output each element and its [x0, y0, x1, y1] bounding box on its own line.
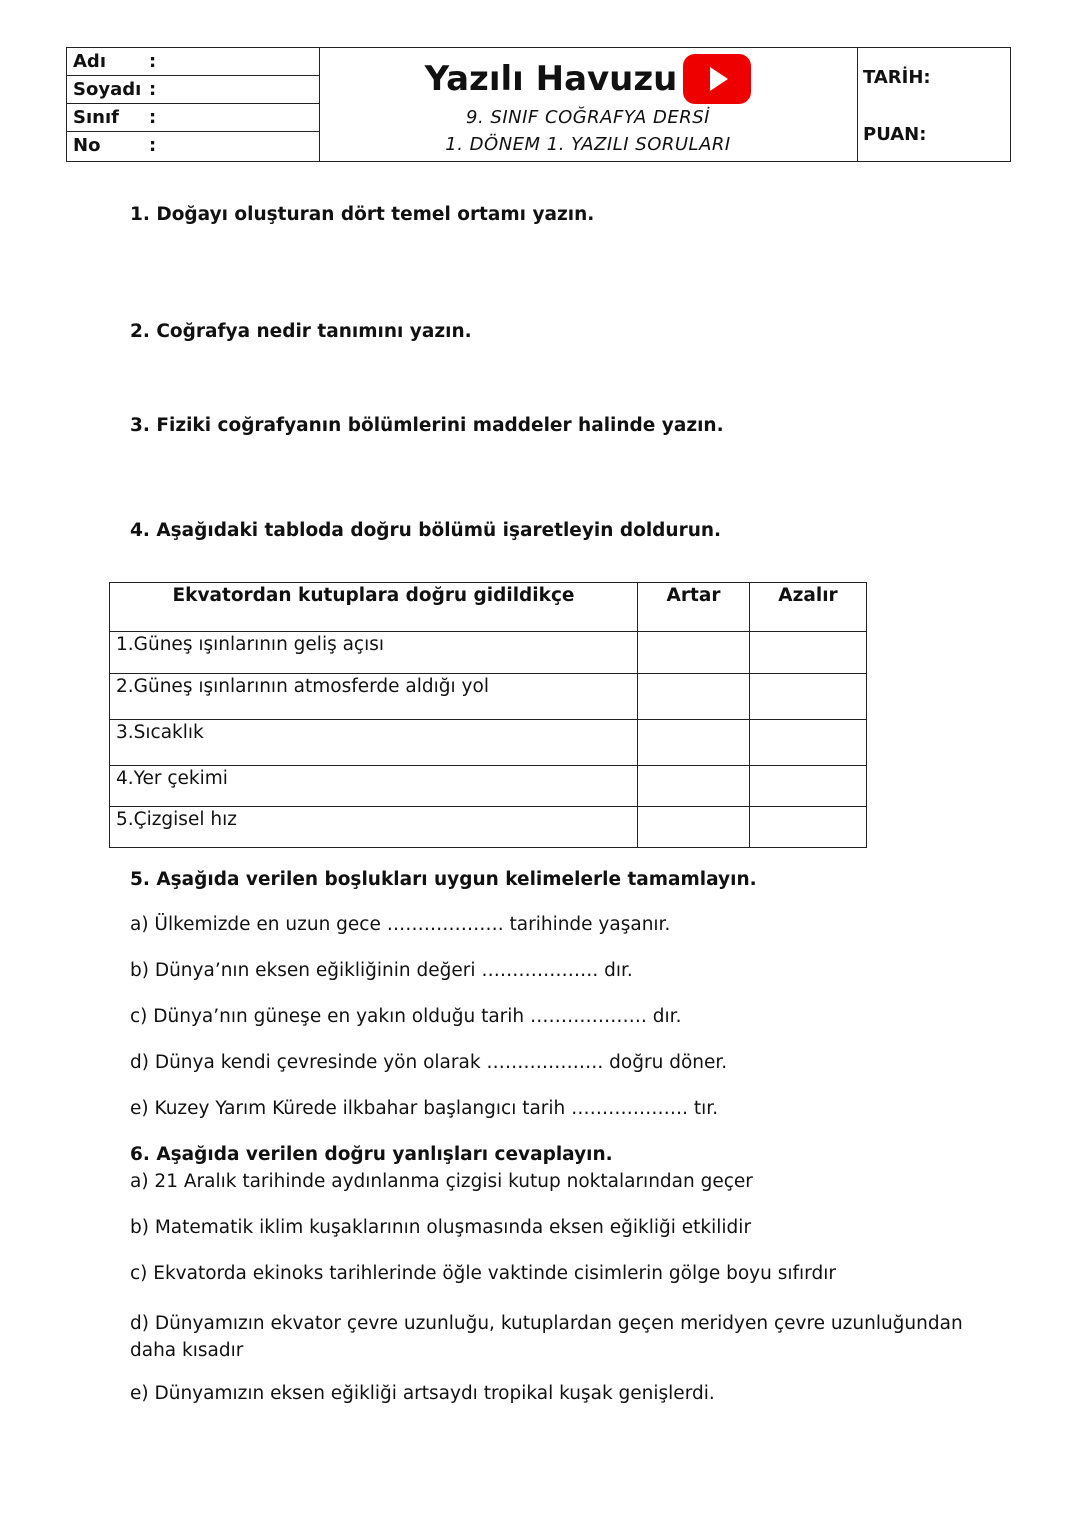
- table-row: 3.Sıcaklık: [110, 720, 867, 766]
- question-3: 3. Fiziki coğrafyanın bölümlerini maddeler halinde yazın.: [130, 415, 724, 436]
- question-5: 5. Aşağıda verilen boşlukları uygun kelimelerle tamamlayın.: [130, 869, 757, 890]
- student-info: [67, 48, 320, 161]
- table-row: 5.Çizgisel hız: [110, 807, 867, 848]
- table-row: 1.Güneş ışınlarının geliş açısı: [110, 632, 867, 674]
- fill-item: b) Dünya’nın eksen eğikliğinin değeri ………………. dır.: [130, 960, 633, 981]
- answer-cell[interactable]: [750, 632, 867, 674]
- class-field: Sınıf :: [67, 104, 319, 132]
- answer-cell[interactable]: [750, 766, 867, 807]
- question-1: 1. Doğayı oluşturan dört temel ortamı yazın.: [130, 204, 595, 225]
- fill-item: a) Ülkemizde en uzun gece ………………. tarihinde yaşanır.: [130, 914, 671, 935]
- answer-cell[interactable]: [750, 720, 867, 766]
- brand-logo: Yazılı Havuzu: [319, 54, 857, 104]
- title-block: [319, 48, 858, 161]
- table-header-increase: Artar: [638, 583, 750, 632]
- table-header-decrease: Azalır: [750, 583, 867, 632]
- question-2: 2. Coğrafya nedir tanımını yazın.: [130, 321, 472, 342]
- name-field: Adı :: [67, 48, 319, 76]
- date-score: [857, 48, 931, 162]
- question-6: 6. Aşağıda verilen doğru yanlışları cevaplayın.: [130, 1144, 613, 1165]
- score-label: PUAN:: [863, 124, 927, 145]
- table-header: Ekvatordan kutuplara doğru gidildikçe: [110, 583, 638, 632]
- answer-cell[interactable]: [638, 807, 750, 848]
- surname-field: Soyadı :: [67, 76, 319, 104]
- answer-cell[interactable]: [638, 766, 750, 807]
- question-4: 4. Aşağıdaki tabloda doğru bölümü işaretleyin doldurun.: [130, 520, 722, 541]
- answer-cell[interactable]: [638, 674, 750, 720]
- number-field: No :: [73, 135, 157, 156]
- table-row: 4.Yer çekimi: [110, 766, 867, 807]
- true-false-item: e) Dünyamızın eksen eğikliği artsaydı tropikal kuşak genişlerdi.: [130, 1383, 715, 1404]
- answer-cell[interactable]: [750, 674, 867, 720]
- true-false-item: c) Ekvatorda ekinoks tarihlerinde öğle vaktinde cisimlerin gölge boyu sıfırdır: [130, 1263, 836, 1284]
- true-false-item: a) 21 Aralık tarihinde aydınlanma çizgisi kutup noktalarından geçer: [130, 1171, 753, 1192]
- subtitle-course: 9. SINIF COĞRAFYA DERSİ: [466, 107, 710, 128]
- fill-item: e) Kuzey Yarım Kürede ilkbahar başlangıcı tarih ………………. tır.: [130, 1098, 719, 1119]
- true-false-item: d) Dünyamızın ekvator çevre uzunluğu, kutuplardan geçen meridyen çevre uzunluğundan daha kısadır: [130, 1313, 963, 1361]
- true-false-item: b) Matematik iklim kuşaklarının oluşmasında eksen eğikliği etkilidir: [130, 1217, 752, 1238]
- table-row: 2.Güneş ışınlarının atmosferde aldığı yol: [110, 674, 867, 720]
- fill-item: c) Dünya’nın güneşe en yakın olduğu tarih ………………. dır.: [130, 1006, 682, 1027]
- answer-cell[interactable]: [638, 632, 750, 674]
- answer-table: [109, 582, 867, 848]
- date-label: TARİH:: [863, 67, 931, 88]
- subtitle-exam: 1. DÖNEM 1. YAZILI SORULARI: [445, 134, 731, 155]
- answer-cell[interactable]: [638, 720, 750, 766]
- fill-item: d) Dünya kendi çevresinde yön olarak ………………. doğru döner.: [130, 1052, 728, 1073]
- youtube-play-icon: [683, 54, 751, 104]
- header-box: [66, 47, 1011, 162]
- answer-cell[interactable]: [750, 807, 867, 848]
